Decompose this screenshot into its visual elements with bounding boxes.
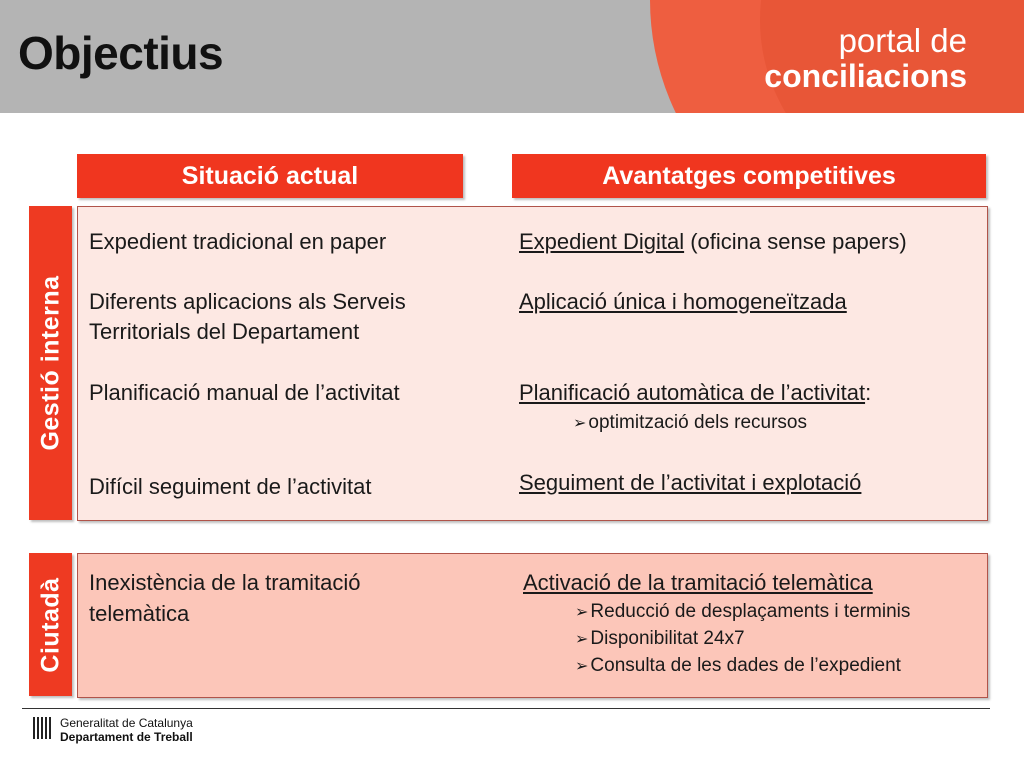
- citizen-current-1: Inexistència de la tramitació: [89, 570, 361, 595]
- arrow-bullet-icon: ➢: [575, 658, 589, 675]
- current-item-2b: Territorials del Departament: [89, 319, 360, 344]
- citizen-current-2: telemàtica: [89, 601, 190, 626]
- advantage-digital: [519, 227, 907, 257]
- advantage-digital-note: (oficina sense papers): [690, 229, 907, 254]
- panel-citizen: [77, 553, 988, 698]
- brand-logo-text: [764, 24, 967, 92]
- header-band: [0, 0, 1024, 113]
- footer-organization: [60, 716, 193, 744]
- current-item-4: Difícil seguiment de l’activitat: [89, 474, 372, 499]
- panel-internal: [77, 206, 988, 521]
- advantage-app: Aplicació única i homogeneïtzada: [519, 289, 847, 314]
- section-label-internal-text: Gestió interna: [36, 275, 64, 451]
- advantage-planning-bullet-text: optimització dels recursos: [588, 412, 807, 433]
- current-item-2a: Diferents aplicacions als Serveis: [89, 289, 406, 314]
- column-header-advantages: Avantatges competitives: [512, 154, 986, 198]
- advantage-tracking: Seguiment de l’activitat i explotació: [519, 470, 862, 495]
- section-label-internal: [29, 206, 72, 520]
- advantage-planning-text: Planificació automàtica de l’activitat: [519, 380, 866, 405]
- column-header-current: Situació actual: [77, 154, 463, 198]
- citizen-bullet-2-text: Disponibilitat 24x7: [590, 628, 745, 649]
- citizen-bullet-3: [575, 653, 901, 680]
- citizen-bullet-2: [575, 626, 745, 653]
- citizen-advantage-heading: Activació de la tramitació telemàtica: [523, 570, 873, 595]
- advantage-planning-bullet: [573, 410, 807, 437]
- current-item-1: Expedient tradicional en paper: [89, 229, 387, 254]
- footer-line1: Generalitat de Catalunya: [60, 716, 193, 730]
- advantage-digital-link: Expedient Digital: [519, 229, 685, 254]
- arrow-bullet-icon: ➢: [575, 631, 589, 648]
- page-title: Objectius: [18, 27, 224, 79]
- citizen-bullet-1: [575, 599, 910, 626]
- section-label-citizen: [29, 553, 72, 696]
- arrow-bullet-icon: ➢: [573, 415, 587, 432]
- advantage-planning: [519, 378, 871, 408]
- advantage-planning-colon: :: [865, 380, 872, 405]
- brand-line1: portal de: [838, 22, 967, 59]
- citizen-bullet-1-text: Reducció de desplaçaments i terminis: [590, 601, 911, 622]
- arrow-bullet-icon: ➢: [575, 604, 589, 621]
- section-label-citizen-text: Ciutadà: [36, 576, 64, 673]
- footer-line2: Departament de Treball: [60, 730, 193, 744]
- brand-line2: conciliacions: [764, 58, 967, 94]
- citizen-bullet-3-text: Consulta de les dades de l’expedient: [590, 655, 901, 676]
- current-item-3: Planificació manual de l’activitat: [89, 380, 400, 405]
- generalitat-emblem-icon: [33, 717, 53, 739]
- footer-divider: [22, 708, 990, 709]
